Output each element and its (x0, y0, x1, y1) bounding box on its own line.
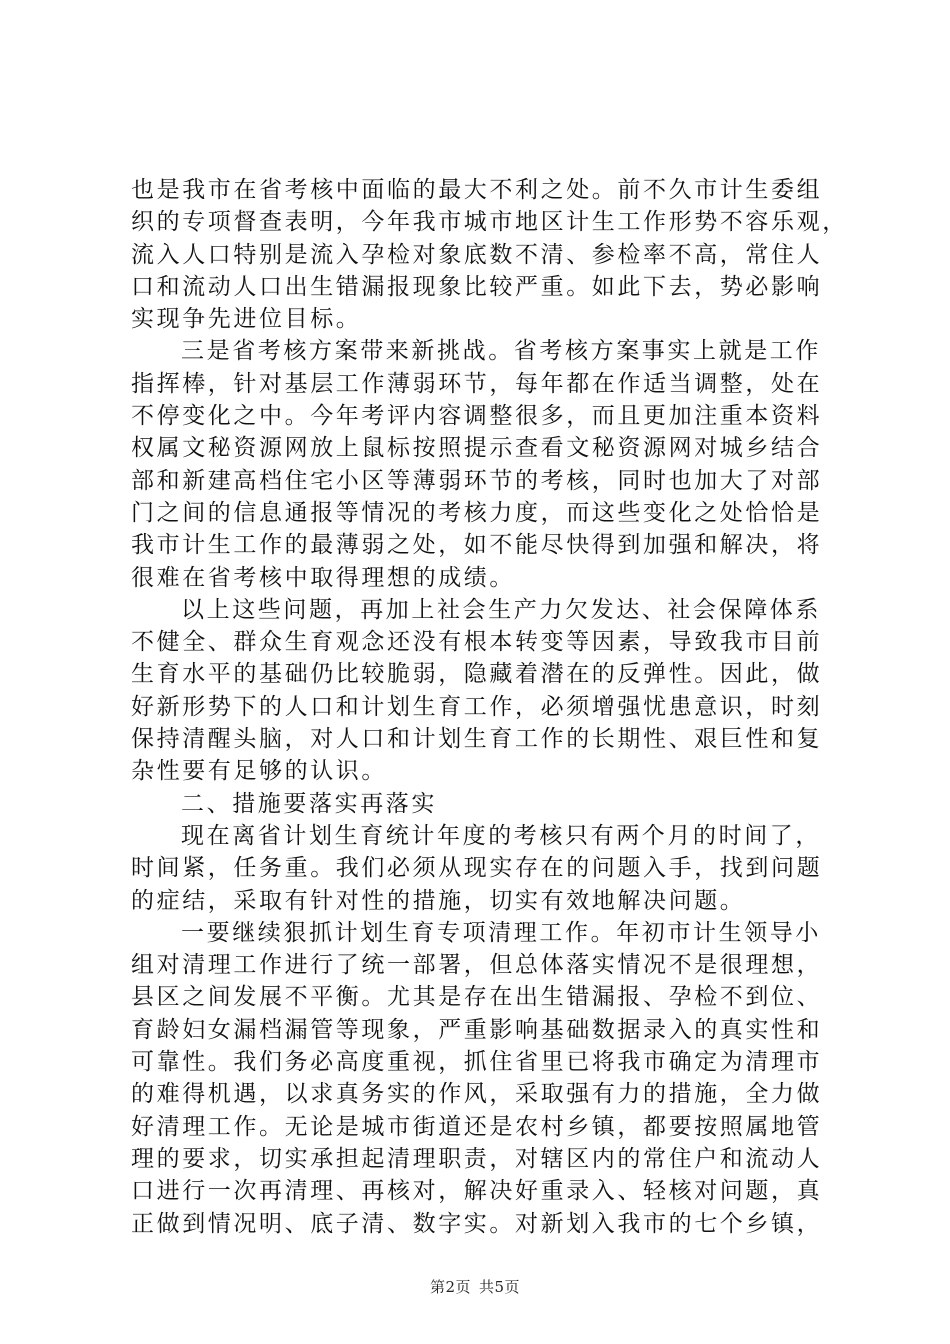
text-line: 口进行一次再清理、再核对，解决好重录入、轻核对问题，真 (131, 1178, 823, 1205)
page-total: 共5页 (479, 1278, 521, 1296)
text-line: 也是我市在省考核中面临的最大不利之处。前不久市计生委组 (131, 177, 823, 203)
text-line: 的症结，采取有针对性的措施，切实有效地解决问题。 (131, 887, 746, 914)
text-line: 很难在省考核中取得理想的成绩。 (131, 564, 515, 591)
text-line: 保持清醒头脑，对人口和计划生育工作的长期性、艰巨性和复 (131, 726, 823, 753)
text-line: 门之间的信息通报等情况的考核力度，而这些变化之处恰恰是 (131, 499, 823, 526)
text-line: 时间紧，任务重。我们必须从现实存在的问题入手，找到问题 (131, 855, 823, 882)
text-line: 以上这些问题，再加上社会生产力欠发达、社会保障体系 (181, 596, 821, 623)
page-number: 第2页 (429, 1278, 471, 1296)
text-line: 我市计生工作的最薄弱之处，如不能尽快得到加强和解决，将 (131, 532, 823, 559)
text-line: 权属文秘资源网放上鼠标按照提示查看文秘资源网对城乡结合 (131, 435, 823, 462)
text-line: 理的要求，切实承担起清理职责，对辖区内的常住户和流动人 (131, 1145, 823, 1172)
document-body (131, 174, 848, 1240)
text-line: 实现争先进位目标。 (131, 306, 362, 333)
text-line: 现在离省计划生育统计年度的考核只有两个月的时间了， (181, 822, 821, 849)
text-line: 好清理工作。无论是城市街道还是农村乡镇，都要按照属地管 (131, 1113, 823, 1140)
text-line: 织的专项督查表明，今年我市城市地区计生工作形势不容乐观， (131, 209, 848, 236)
text-line: 口和流动人口出生错漏报现象比较严重。如此下去，势必影响 (131, 273, 823, 300)
text-line: 部和新建高档住宅小区等薄弱环节的考核，同时也加大了对部 (131, 467, 823, 494)
text-line: 的难得机遇，以求真务实的作风，采取强有力的措施，全力做 (131, 1081, 823, 1108)
text-line: 杂性要有足够的认识。 (131, 758, 387, 785)
text-line: 一要继续狠抓计划生育专项清理工作。年初市计生领导小 (181, 919, 821, 946)
text-line: 可靠性。我们务必高度重视，抓住省里已将我市确定为清理市 (131, 1049, 823, 1076)
page-footer (0, 1276, 950, 1297)
text-line: 流入人口特别是流入孕检对象底数不清、参检率不高，常住人 (131, 241, 823, 268)
text-line: 三是省考核方案带来新挑战。省考核方案事实上就是工作 (181, 338, 821, 365)
text-line: 正做到情况明、底子清、数字实。对新划入我市的七个乡镇， (131, 1210, 823, 1237)
text-line: 县区之间发展不平衡。尤其是存在出生错漏报、孕检不到位、 (131, 984, 823, 1011)
text-line: 育龄妇女漏档漏管等现象，严重影响基础数据录入的真实性和 (131, 1016, 823, 1043)
text-line: 不健全、群众生育观念还没有根本转变等因素，导致我市目前 (131, 629, 823, 656)
text-line: 组对清理工作进行了统一部署，但总体落实情况不是很理想， (131, 952, 823, 979)
text-line: 二、措施要落实再落实 (181, 790, 437, 817)
text-line: 生育水平的基础仍比较脆弱，隐藏着潜在的反弹性。因此，做 (131, 661, 823, 688)
text-line: 指挥棒，针对基层工作薄弱环节，每年都在作适当调整，处在 (131, 370, 823, 397)
text-line: 不停变化之中。今年考评内容调整很多，而且更加注重本资料 (131, 403, 823, 430)
text-line: 好新形势下的人口和计划生育工作，必须增强忧患意识，时刻 (131, 693, 823, 720)
